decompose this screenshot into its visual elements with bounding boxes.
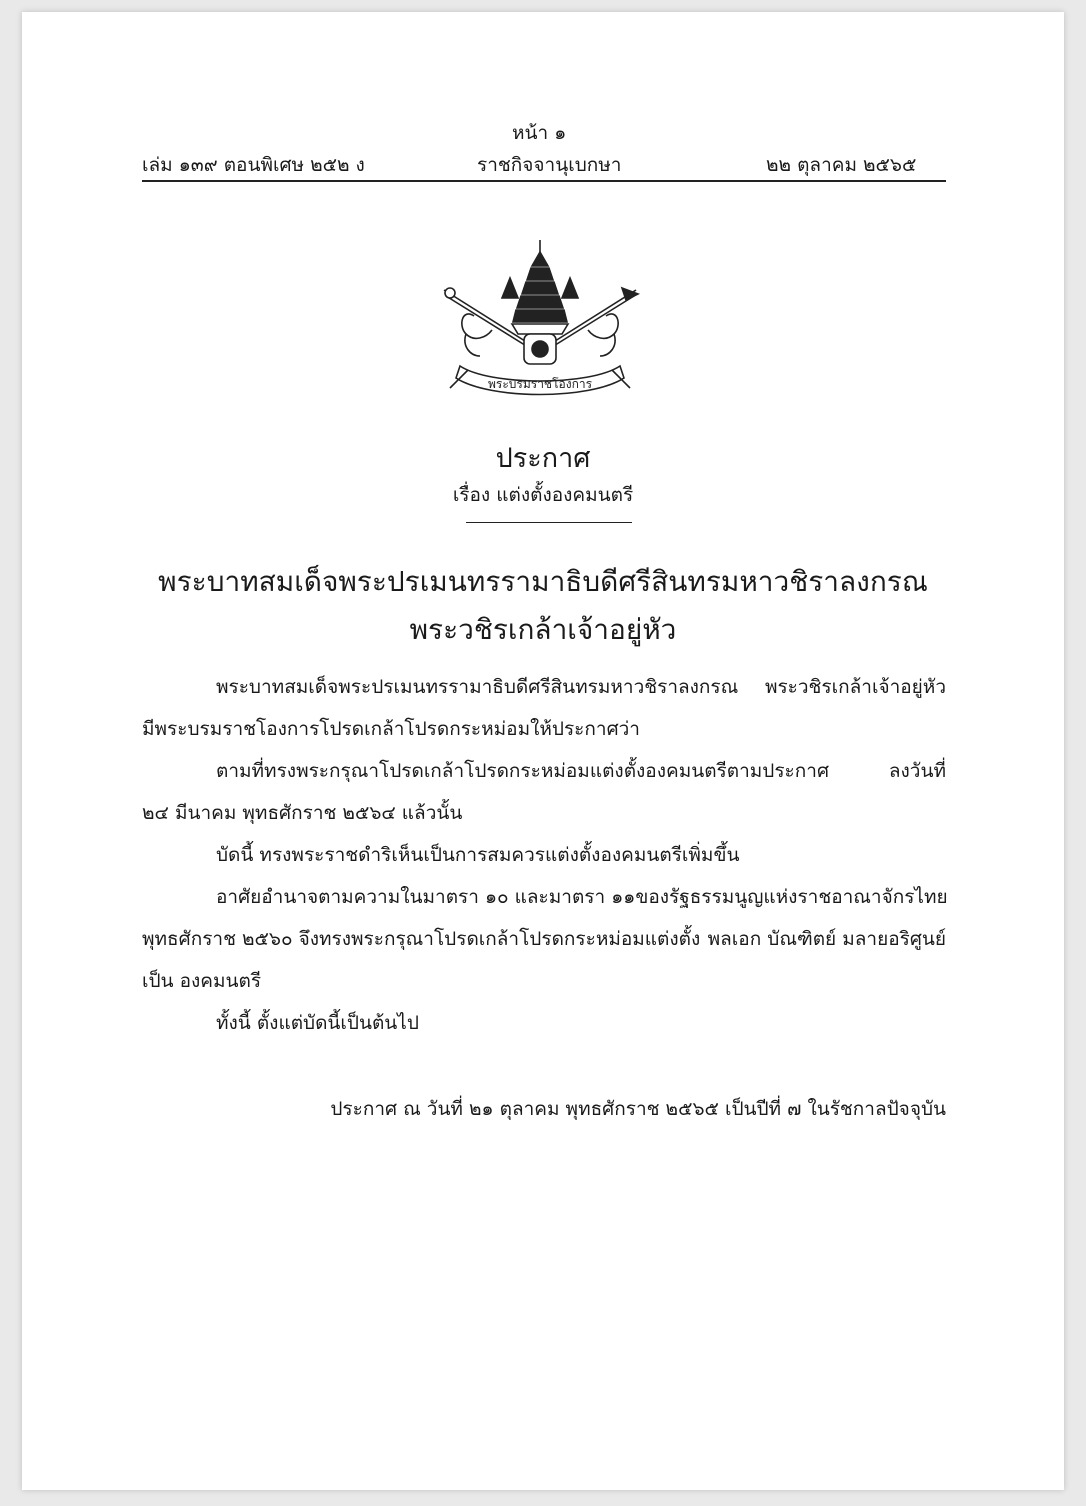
announcement-subject: เรื่อง แต่งตั้งองคมนตรี: [452, 484, 634, 506]
announcement-title: ประกาศ: [495, 443, 591, 474]
issue-date: ๒๒ ตุลาคม ๒๕๖๕: [766, 154, 917, 176]
king-name-line2: พระวชิรเกล้าเจ้าอยู่หัว: [409, 613, 677, 646]
paragraph-2-line-1: [216, 756, 946, 786]
text-segment: พุทธศักราช ๒๕๖๐ จึงทรงพระกรุณาโปรดเกล้าโปรดกระหม่อมแต่งตั้ง: [142, 928, 701, 950]
paragraph-4-line-1: [216, 882, 946, 912]
gazette-page: [22, 12, 1064, 1490]
text-segment: พระวชิรเกล้าเจ้าอยู่หัว: [764, 676, 946, 698]
gazette-name: ราชกิจจานุเบกษา: [477, 154, 622, 176]
text-segment: ตามที่ทรงพระกรุณาโปรดเกล้าโปรดกระหม่อมแต่งตั้งองคมนตรีตามประกาศ: [216, 760, 830, 782]
paragraph-1-line-2: มีพระบรมราชโองการโปรดเกล้าโปรดกระหม่อมให้ประกาศว่า: [142, 718, 640, 740]
text-segment: ลงวันที่: [888, 760, 946, 782]
volume-info: เล่ม ๑๓๙ ตอนพิเศษ ๒๕๒ ง: [142, 154, 365, 176]
text-segment: พระบาทสมเด็จพระปรเมนทรรามาธิบดีศรีสินทรมหาวชิราลงกรณ: [216, 676, 739, 698]
text-segment: พลเอก บัณฑิตย์ มลายอริศูนย์: [707, 928, 946, 950]
paragraph-5: ทั้งนี้ ตั้งแต่บัดนี้เป็นต้นไป: [216, 1012, 419, 1034]
text-segment: ของรัฐธรรมนูญแห่งราชอาณาจักรไทย: [635, 886, 948, 908]
paragraph-1-line-1: [216, 672, 946, 702]
closing-line: ประกาศ ณ วันที่ ๒๑ ตุลาคม พุทธศักราช ๒๕๖๕ เป็นปีที่ ๗ ในรัชกาลปัจจุบัน: [330, 1098, 946, 1120]
subject-rule: [466, 522, 632, 523]
king-name-line1: พระบาทสมเด็จพระปรเมนทรรามาธิบดีศรีสินทรมหาวชิราลงกรณ: [158, 565, 928, 598]
text-segment: อาศัยอำนาจตามความในมาตรา ๑๐ และมาตรา ๑๑: [216, 886, 636, 908]
header-rule: [142, 180, 946, 182]
royal-emblem-icon: [440, 238, 640, 398]
emblem-ribbon-text: พระบรมราชโองการ: [487, 377, 593, 391]
page-number: หน้า ๑: [512, 122, 567, 144]
paragraph-3: บัดนี้ ทรงพระราชดำริเห็นเป็นการสมควรแต่งตั้งองคมนตรีเพิ่มขึ้น: [216, 844, 740, 866]
paragraph-2-line-2: ๒๔ มีนาคม พุทธศักราช ๒๕๖๔ แล้วนั้น: [142, 802, 463, 824]
paragraph-4-line-3: เป็น องคมนตรี: [142, 970, 262, 992]
paragraph-4-line-2: [142, 924, 946, 954]
